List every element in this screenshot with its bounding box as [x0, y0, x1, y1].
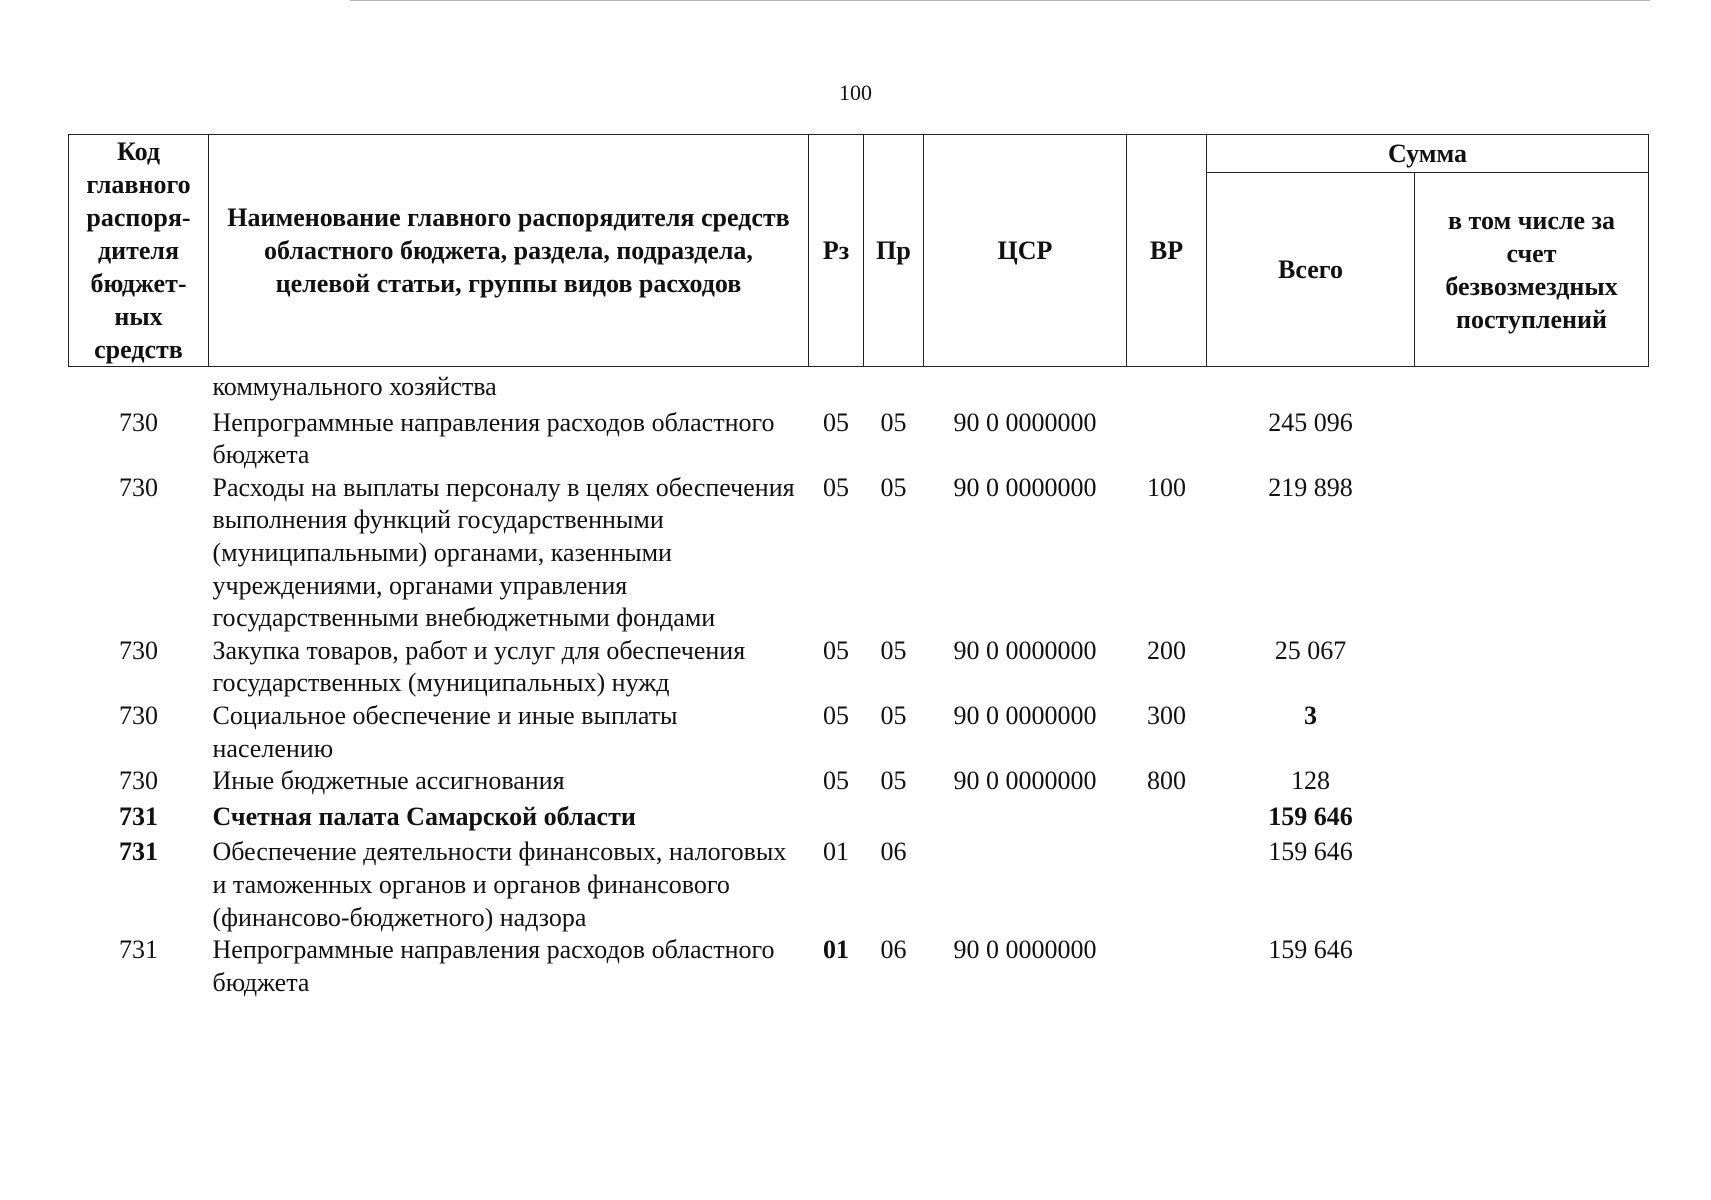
table-row: 730 Иные бюджетные ассигнования 05 05 90 0 0000000 800 128 — [119, 766, 1330, 796]
header-free: в том числе за счет безвозмездных поступлений — [1415, 173, 1649, 367]
header-total: Всего — [1207, 173, 1415, 367]
table-row: 730 Расходы на выплаты персоналу в целях обеспечения выполнения функций государственными (муниципальными) органами, казенными учреждениями, органами управления государственными внебюджетными фондами 05 05 90 0 0000000 100 219 898 — [119, 472, 1353, 633]
header-vr: ВР — [1127, 135, 1207, 367]
header-sum: Сумма — [1207, 135, 1649, 173]
table-row: 730 Социальное обеспечение и иные выплаты населению 05 05 90 0 0000000 300 3 — [119, 700, 1317, 763]
header-rz: Рз — [809, 135, 864, 367]
header-name: Наименование главного распорядителя средств областного бюджета, раздела, подраздела, целевой статьи, группы видов расходов — [209, 135, 809, 367]
scan-top-edge — [350, 0, 1650, 1]
table-row: коммунального хозяйства — [212, 372, 497, 401]
budget-table — [68, 134, 1649, 999]
table-row: 731 Счетная палата Самарской области 159 646 — [119, 801, 1353, 831]
header-code: Код главного распоря-дителя бюджет-ных средств — [69, 135, 209, 367]
page-number: 100 — [839, 80, 872, 105]
table-row: 730 Непрограммные направления расходов областного бюджета 05 05 90 0 0000000 245 096 — [119, 407, 1353, 470]
table-row: 730 Закупка товаров, работ и услуг для обеспечения государственных (муниципальных) нужд 05 05 90 0 0000000 200 25 067 — [119, 635, 1347, 698]
table-row: 731 Обеспечение деятельности финансовых, налоговых и таможенных органов и органов финансового (финансово-бюджетного) надзора 01 06 159 646 — [119, 837, 1353, 932]
table-row: 731 Непрограммные направления расходов областного бюджета 01 06 90 0 0000000 159 646 — [119, 935, 1353, 997]
header-pr: Пр — [864, 135, 924, 367]
header-csr: ЦСР — [924, 135, 1127, 367]
